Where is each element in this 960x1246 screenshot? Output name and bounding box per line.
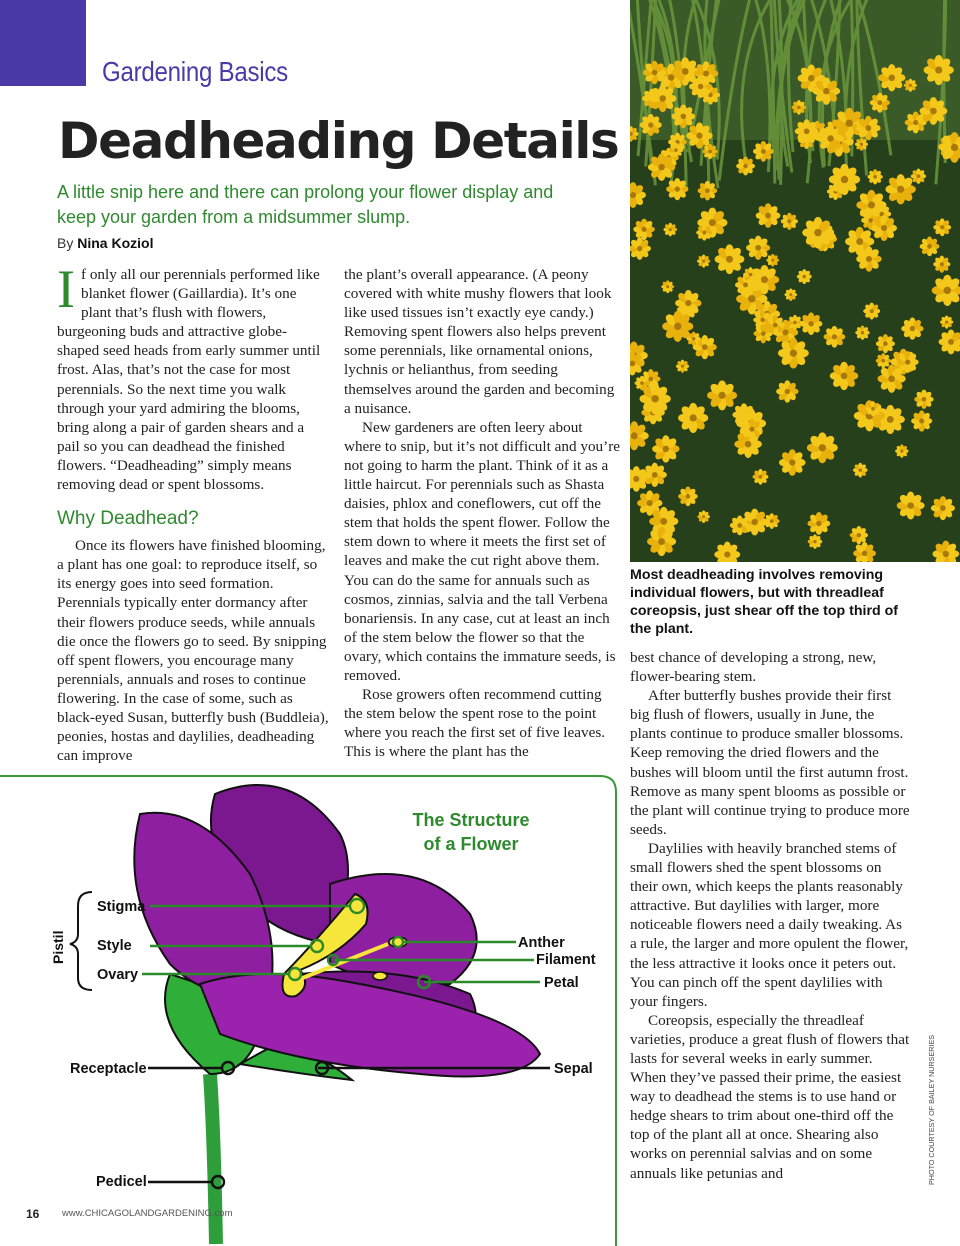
subhead-why-deadhead: Why Deadhead? bbox=[57, 508, 199, 530]
paragraph: Daylilies with heavily branched stems of small flowers shed the spent blossoms on their own, which keeps the plants reasonably attractive. But daylilies with larger, more noticeable flowers need a daily tweaking. As a rule, the larger and more opulent the flower, the less attractive it looks once it peters out. You can pinch off the spent daylilies with your fingers. bbox=[630, 839, 909, 1010]
photo-caption: Most deadheading involves removing individual flowers, but with threadleaf coreopsis, just shear off the top third of the plant. bbox=[630, 567, 899, 637]
paragraph: Coreopsis, especially the threadleaf varieties, produce a great flush of flowers that lasts for several weeks in early summer. When they’ve passed their prime, the easiest way to deadhead the stems is to use hand or hedge shears to trim about one-third off the top of the plant all at once. Shearing also works on perennial salvias and on some annuals like petunias and bbox=[630, 1011, 910, 1182]
label-sepal: Sepal bbox=[554, 1061, 593, 1077]
paragraph: best chance of developing a strong, new, flower-bearing stem. bbox=[630, 649, 877, 686]
section-label: Gardening Basics bbox=[102, 56, 288, 87]
label-anther: Anther bbox=[518, 935, 565, 951]
label-filament: Filament bbox=[536, 952, 596, 968]
article-column-1 bbox=[57, 259, 329, 765]
label-petal: Petal bbox=[544, 975, 579, 991]
anther-shape-2 bbox=[373, 972, 387, 980]
byline-prefix: By bbox=[57, 235, 74, 251]
label-pedicel: Pedicel bbox=[96, 1174, 147, 1190]
author-name: Nina Koziol bbox=[77, 235, 154, 251]
paragraph: the plant’s overall appearance. (A peony covered with white mushy flowers that look like used tissues isn’t exactly eye candy.) Removing spent flowers also helps prevent some perennials, like ornamental onions, lychnis or helianthus, from seeding themselves around the garden and becoming a nuisance. bbox=[344, 266, 615, 417]
coreopsis-photo bbox=[630, 0, 960, 562]
article-headline: Deadheading Details bbox=[58, 112, 619, 170]
drop-cap: I bbox=[57, 259, 75, 319]
footer-url: www.CHICAGOLANDGARDENING.com bbox=[62, 1208, 233, 1219]
label-pistil: Pistil bbox=[50, 930, 66, 964]
paragraph: Rose growers often recommend cutting the stem below the spent rose to the point where you reach the first set of five leaves. This is where the plant has the bbox=[344, 686, 606, 761]
label-receptacle: Receptacle bbox=[70, 1061, 147, 1077]
label-ovary: Ovary bbox=[97, 967, 139, 983]
article-column-3 bbox=[630, 648, 910, 1183]
coreopsis-photo-graphic bbox=[630, 0, 960, 562]
flower-structure-diagram bbox=[0, 774, 630, 1246]
label-stigma: Stigma bbox=[97, 899, 146, 915]
diagram-title-line2: of a Flower bbox=[423, 834, 519, 854]
byline bbox=[57, 235, 153, 251]
diagram-title-line1: The Structure bbox=[412, 810, 530, 830]
paragraph: Once its flowers have finished blooming, a plant has one goal: to reproduce itself, so its energy goes into seed formation. Perennials typically enter dormancy after their flowers produce seeds, while annuals die once the flowers go to seed. By snipping off spent flowers, you encourage many perennials, annuals and roses to continue flowering. In the case of some, such as black-eyed Susan, butterfly bush (Buddleia), peonies, hostas and daylilies, deadheading can improve bbox=[57, 537, 329, 765]
paragraph: After butterfly bushes provide their first big flush of flowers, usually in June, the plants continue to produce smaller blossoms. Keep removing the dried flowers and the bushes will bloom until the first autumn frost. Remove as many spent blooms as possible or the plant will continue trying to produce more seeds. bbox=[630, 687, 910, 838]
pistil-brace bbox=[70, 892, 92, 990]
page-number: 16 bbox=[26, 1207, 40, 1221]
label-style: Style bbox=[97, 938, 132, 954]
paragraph-text: f only all our perennials performed like blanket flower (Gaillardia). It’s one plant that’s flush with flowers, burgeoning buds and attractive globe-shaped seed heads from early summer until frost. Alas, that’s not the case for most perennials. So the next time you walk through your yard admiring the blooms, bring along a pair of garden shears and a pail so you can deadhead the finished flowers. “Deadheading” simply means removing dead or spent blossoms. bbox=[57, 266, 321, 494]
corner-color-block bbox=[0, 0, 86, 86]
article-dek: A little snip here and there can prolong your flower display and keep your garden from a midsummer slump. bbox=[57, 182, 554, 227]
article-column-2 bbox=[344, 265, 620, 761]
paragraph bbox=[57, 259, 329, 494]
photo-credit: PHOTO COURTESY OF BAILEY NURSERIES bbox=[927, 1034, 936, 1185]
paragraph: New gardeners are often leery about where to snip, but it’s not difficult and you’re not going to harm the plant. Think of it as a little haircut. For perennials such as Shasta daisies, phlox and coneflowers, cut off the stem that holds the spent flower. Follow the stem down to where it meets the first set of leaves and make the cut right above them. You can do the same for annuals such as cosmos, zinnias, salvia and the tall Verbena bonariensis. In any case, cut at least an inch of the stem below the flower so that the ovary, which contains the immature seeds, is removed. bbox=[344, 418, 620, 684]
